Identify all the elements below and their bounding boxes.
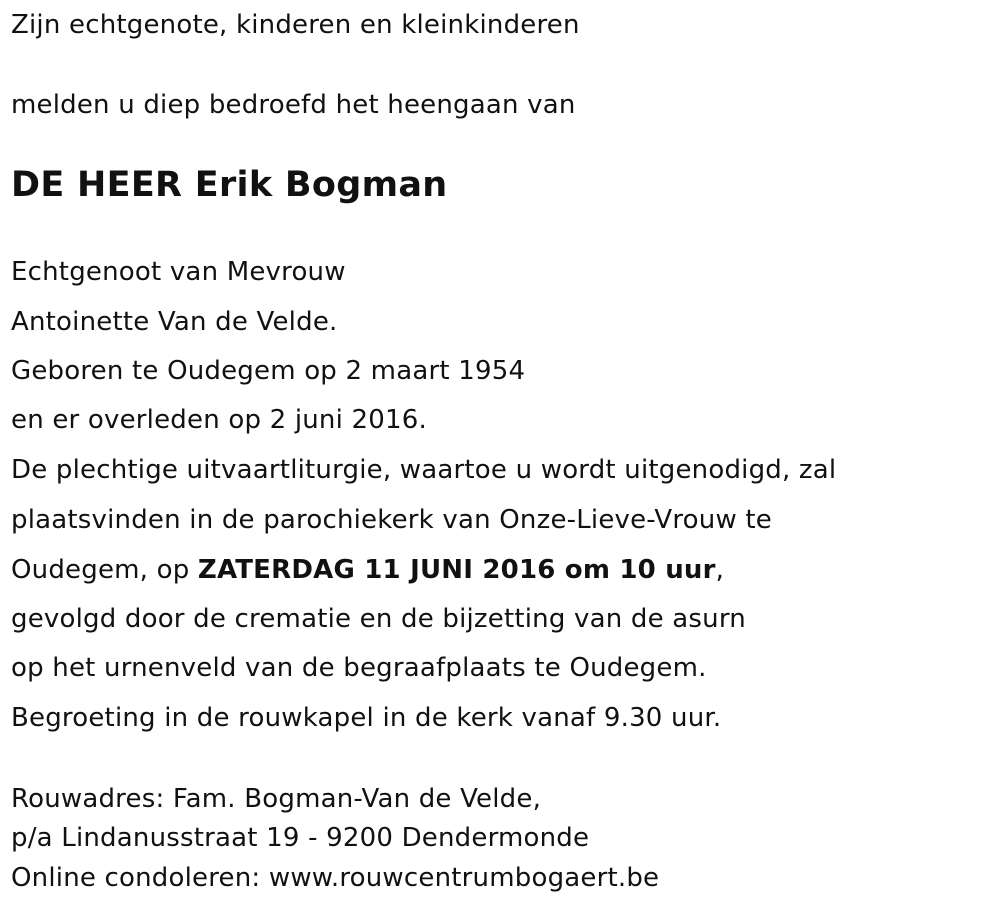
mourning-address-line-2: p/a Lindanusstraat 19 - 9200 Dendermonde [11, 823, 590, 853]
online-condolence-line: Online condoleren: www.rouwcentrumbogaert.be [11, 863, 660, 893]
ceremony-line-3 [11, 554, 724, 586]
ceremony-comma: , [715, 555, 725, 585]
deceased-name: DE HEER Erik Bogman [11, 165, 448, 205]
intro-family-line: Zijn echtgenote, kinderen en kleinkinderen [11, 10, 580, 40]
ceremony-date-time: ZATERDAG 11 JUNI 2016 om 10 uur [197, 555, 716, 585]
ceremony-place-text: Oudegem, op [11, 555, 198, 585]
birth-line: Geboren te Oudegem op 2 maart 1954 [11, 356, 526, 386]
spouse-line-1: Echtgenoot van Mevrouw [11, 257, 346, 287]
ceremony-line-2: plaatsvinden in de parochiekerk van Onze-Lieve-Vrouw te [11, 505, 772, 535]
mourning-address-line-1: Rouwadres: Fam. Bogman-Van de Velde, [11, 784, 542, 814]
death-line: en er overleden op 2 juni 2016. [11, 405, 427, 435]
spouse-line-2: Antoinette Van de Velde. [11, 307, 338, 337]
ceremony-line-5: op het urnenveld van de begraafplaats te Oudegem. [11, 653, 707, 683]
ceremony-line-6: Begroeting in de rouwkapel in de kerk vanaf 9.30 uur. [11, 703, 722, 733]
ceremony-line-1: De plechtige uitvaartliturgie, waartoe u wordt uitgenodigd, zal [11, 455, 837, 485]
ceremony-line-4: gevolgd door de crematie en de bijzetting van de asurn [11, 604, 746, 634]
intro-announcement-line: melden u diep bedroefd het heengaan van [11, 90, 576, 120]
